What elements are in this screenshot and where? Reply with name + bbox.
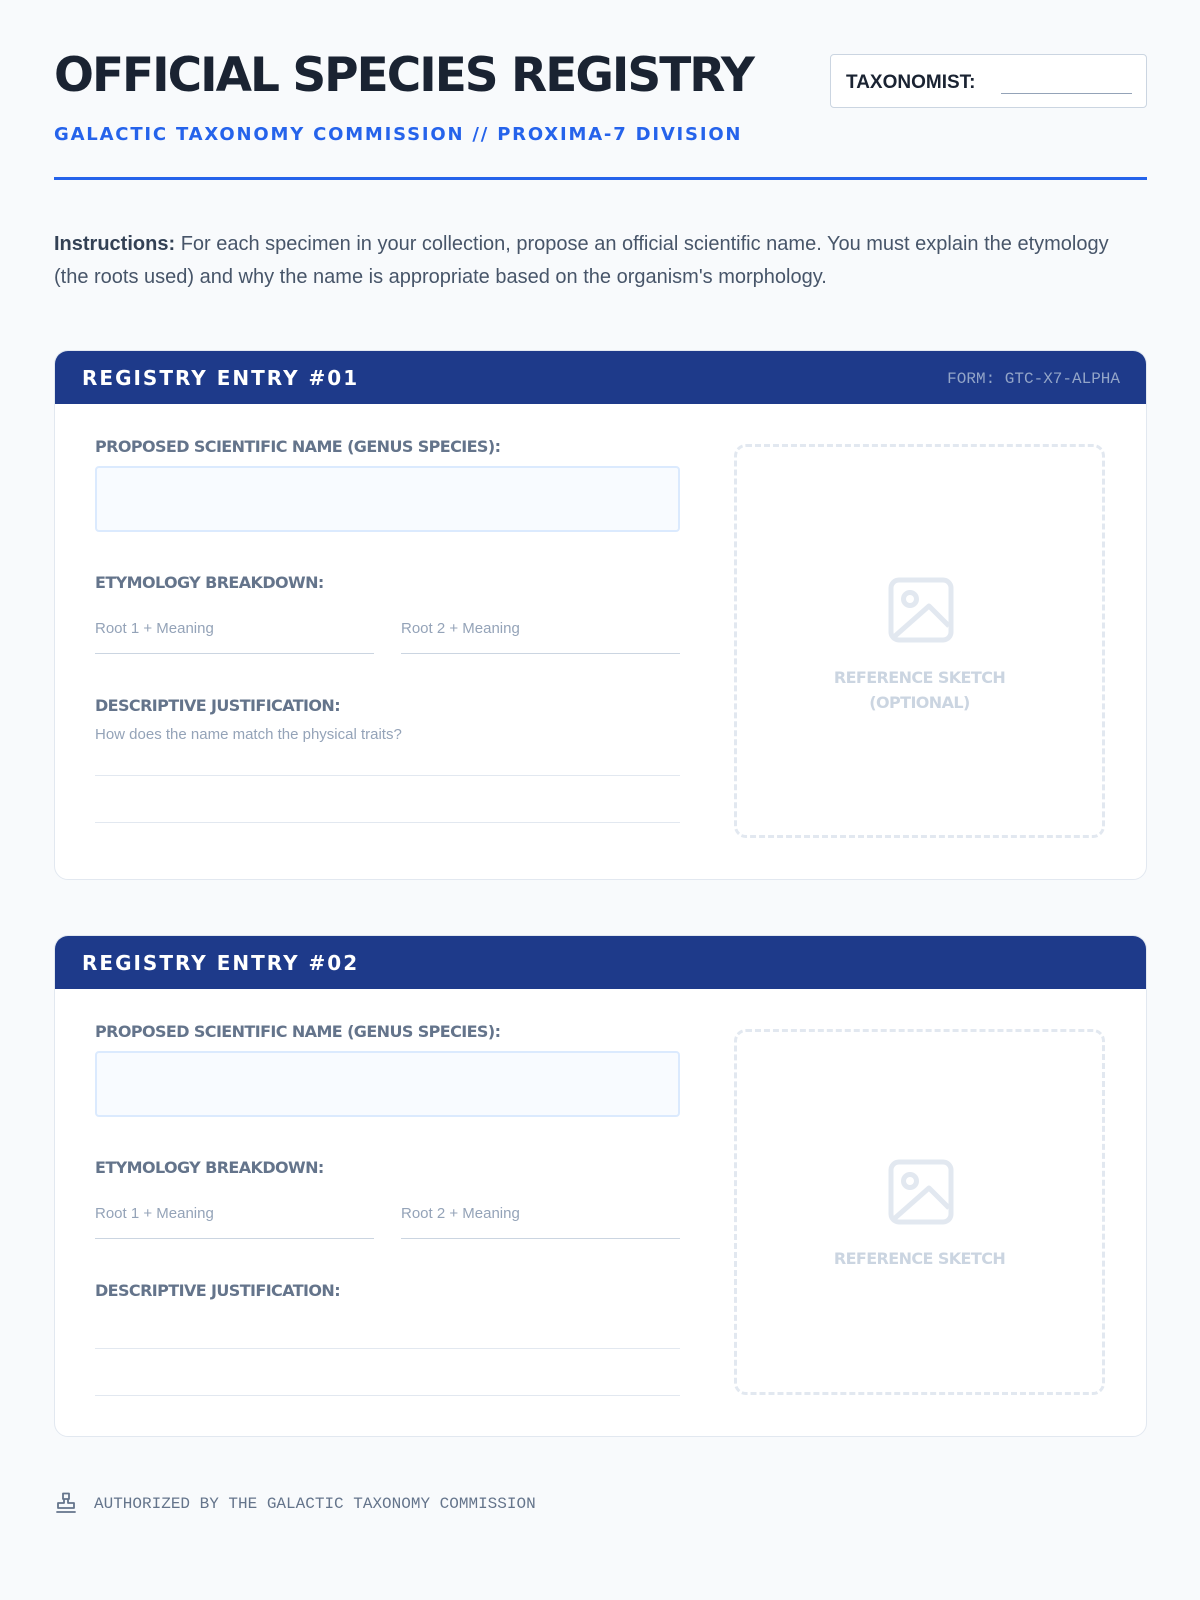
reference-sketch-label-line-1: REFERENCE SKETCH bbox=[833, 1249, 1006, 1268]
justification-line[interactable] bbox=[95, 822, 680, 823]
reference-sketch-label bbox=[737, 1246, 1102, 1271]
root-2-field[interactable] bbox=[401, 620, 680, 654]
root-1-placeholder: Root 1 + Meaning bbox=[95, 1205, 214, 1222]
registry-entry-title: REGISTRY ENTRY #02 bbox=[82, 951, 360, 975]
root-2-field[interactable] bbox=[401, 1205, 680, 1239]
scientific-name-label: PROPOSED SCIENTIFIC NAME (GENUS SPECIES): bbox=[95, 1022, 501, 1041]
instructions-lead: Instructions: bbox=[54, 233, 176, 255]
image-icon bbox=[887, 1158, 955, 1226]
root-1-placeholder: Root 1 + Meaning bbox=[95, 620, 214, 637]
footer-authorization: AUTHORIZED BY THE GALACTIC TAXONOMY COMMISSION bbox=[94, 1495, 536, 1513]
justification-label: DESCRIPTIVE JUSTIFICATION: bbox=[95, 696, 340, 715]
reference-sketch-label-line-2: (OPTIONAL) bbox=[869, 693, 970, 712]
registry-entry-card bbox=[54, 935, 1147, 1437]
justification-line[interactable] bbox=[95, 1348, 680, 1349]
reference-sketch-label bbox=[737, 665, 1102, 715]
page-footer bbox=[54, 1490, 754, 1518]
etymology-label: ETYMOLOGY BREAKDOWN: bbox=[95, 573, 324, 592]
stamp-icon bbox=[54, 1491, 78, 1517]
justification-line[interactable] bbox=[95, 775, 680, 776]
form-code: FORM: GTC-X7-ALPHA bbox=[947, 370, 1120, 388]
reference-sketch-area[interactable] bbox=[734, 444, 1105, 838]
registry-entry-title: REGISTRY ENTRY #01 bbox=[82, 366, 360, 390]
reference-sketch-area[interactable] bbox=[734, 1029, 1105, 1395]
scientific-name-input[interactable] bbox=[95, 466, 680, 532]
registry-entry-header bbox=[55, 936, 1146, 989]
page-header bbox=[54, 0, 1147, 180]
taxonomist-label: TAXONOMIST: bbox=[846, 72, 976, 93]
root-2-placeholder: Root 2 + Meaning bbox=[401, 1205, 520, 1222]
registry-page bbox=[54, 0, 1147, 1513]
scientific-name-label: PROPOSED SCIENTIFIC NAME (GENUS SPECIES): bbox=[95, 437, 501, 456]
root-2-placeholder: Root 2 + Meaning bbox=[401, 620, 520, 637]
root-1-field[interactable] bbox=[95, 1205, 374, 1239]
registry-entry-card bbox=[54, 350, 1147, 880]
reference-sketch-label-line-1: REFERENCE SKETCH bbox=[833, 668, 1006, 687]
instructions-text: For each specimen in your collection, propose an official scientific name. You must explain the etymology (the roots used) and why the name is appropriate based on the organism's morphology. bbox=[54, 233, 1109, 288]
taxonomist-input-line[interactable] bbox=[1001, 93, 1132, 94]
page-subtitle: GALACTIC TAXONOMY COMMISSION // PROXIMA-7 DIVISION bbox=[54, 124, 743, 145]
justification-label: DESCRIPTIVE JUSTIFICATION: bbox=[95, 1281, 340, 1300]
image-icon bbox=[887, 576, 955, 644]
instructions bbox=[54, 228, 1134, 294]
etymology-label: ETYMOLOGY BREAKDOWN: bbox=[95, 1158, 324, 1177]
registry-entry-header bbox=[55, 351, 1146, 404]
page-title: OFFICIAL SPECIES REGISTRY bbox=[54, 48, 753, 103]
root-1-field[interactable] bbox=[95, 620, 374, 654]
justification-line[interactable] bbox=[95, 1395, 680, 1396]
taxonomist-field[interactable] bbox=[830, 54, 1147, 108]
justification-hint: How does the name match the physical traits? bbox=[95, 726, 402, 743]
scientific-name-input[interactable] bbox=[95, 1051, 680, 1117]
